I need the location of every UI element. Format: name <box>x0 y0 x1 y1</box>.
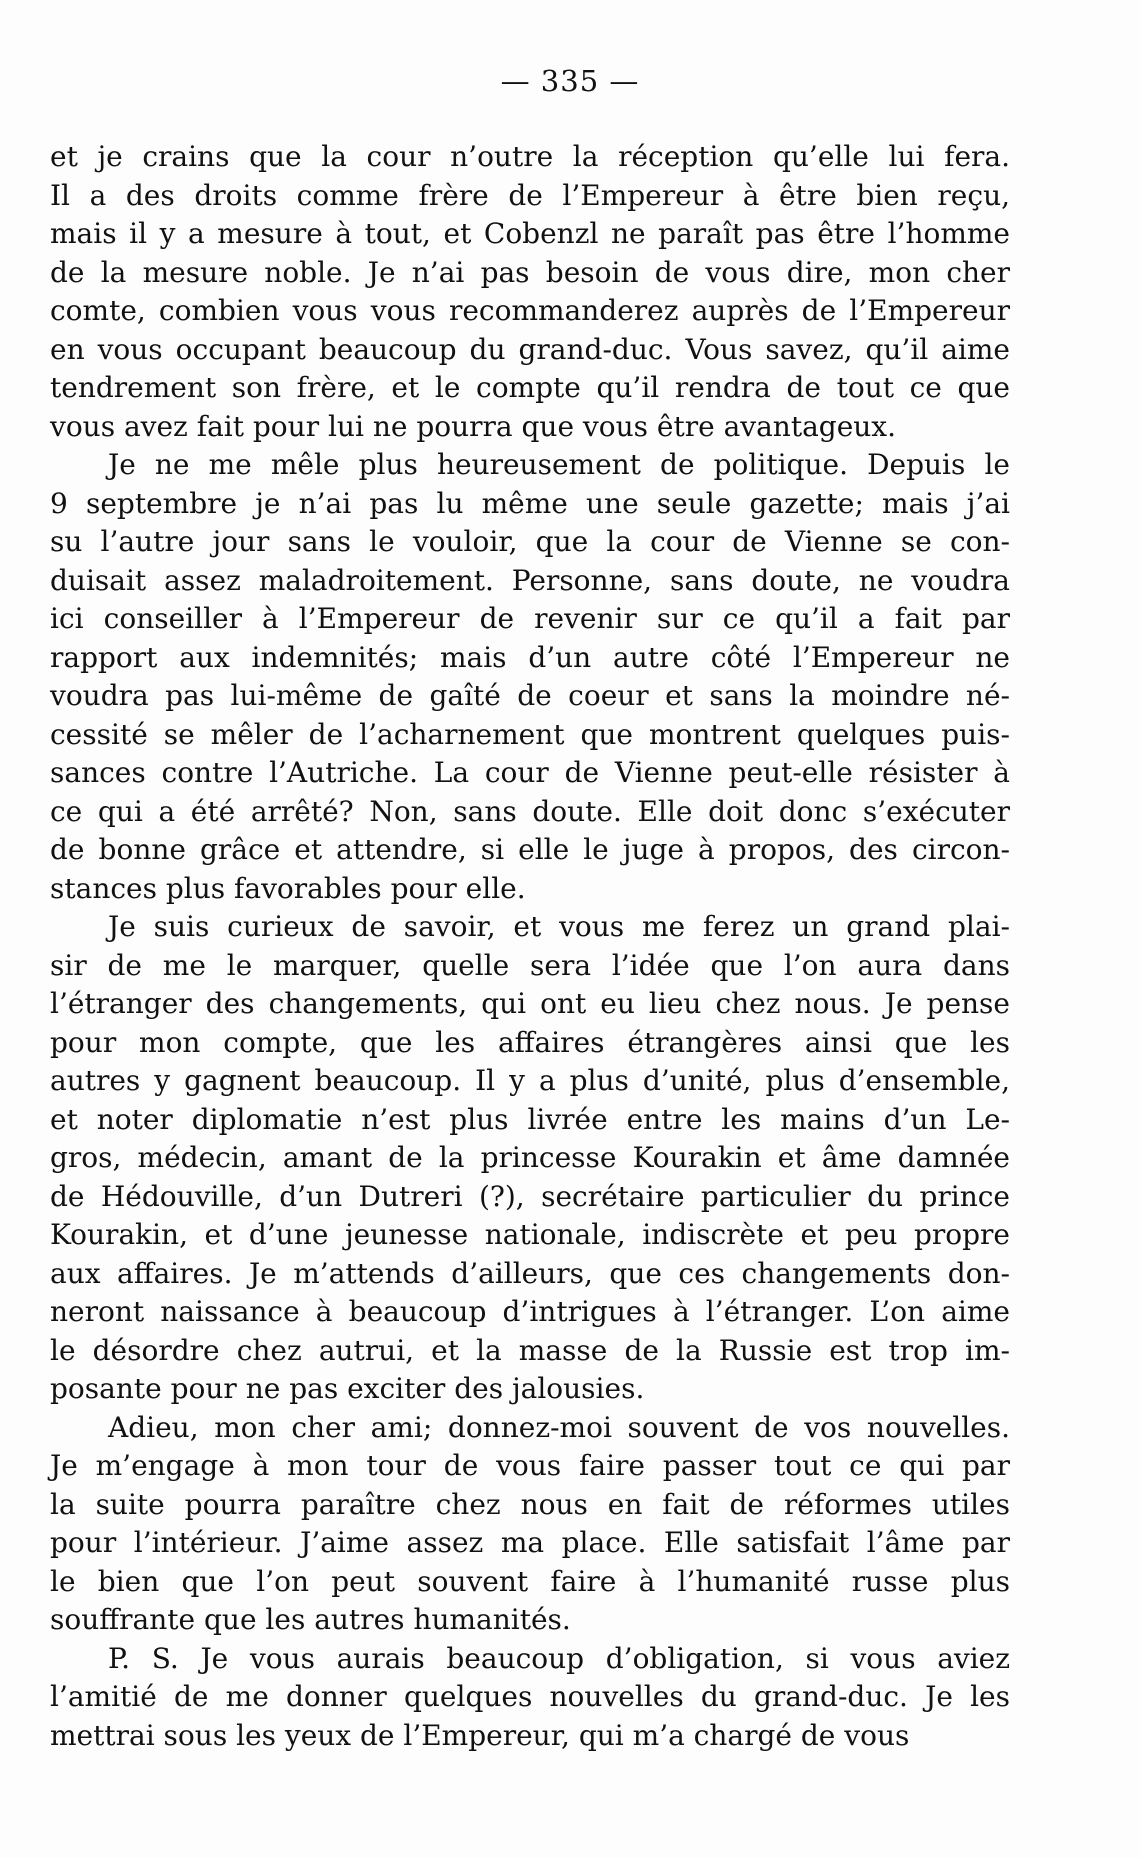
text-line: Je m’engage à mon tour de vous faire passer tout ce qui par <box>50 1449 1010 1482</box>
text-line: l’amitié de me donner quelques nouvelles du grand-duc. Je les <box>50 1680 1010 1713</box>
text-line: duisait assez maladroitement. Personne, sans doute, ne voudra <box>50 563 1010 597</box>
text-line: pour mon compte, que les affaires étrangères ainsi que les <box>50 1025 1010 1059</box>
text-line: comte, combien vous vous recommanderez auprès de l’Empereur <box>50 294 1010 327</box>
body-text <box>50 138 1010 1755</box>
page-number: — 335 — <box>500 64 640 98</box>
text-line: cessité se mêler de l’acharnement que montrent quelques puis- <box>50 717 1010 751</box>
text-line: autres y gagnent beaucoup. Il y a plus d’unité, plus d’ensemble, <box>50 1064 1010 1097</box>
paragraph <box>50 1409 1010 1640</box>
paragraph <box>50 446 1010 908</box>
text-line: vous avez fait pour lui ne pourra que vous être avantageux. <box>50 409 896 443</box>
text-line: de la mesure noble. Je n’ai pas besoin de vous dire, mon cher <box>50 255 1010 289</box>
paragraph <box>50 908 1010 1409</box>
text-line: P. S. Je vous aurais beaucoup d’obligation, si vous aviez <box>108 1641 1010 1675</box>
text-line: ici conseiller à l’Empereur de revenir sur ce qu’il a fait par <box>50 602 1010 635</box>
text-line: pour l’intérieur. J’aime assez ma place. Elle satisfait l’âme par <box>50 1526 1010 1559</box>
text-line: en vous occupant beaucoup du grand-duc. Vous savez, qu’il aime <box>50 332 1010 366</box>
text-line: l’étranger des changements, qui ont eu lieu chez nous. Je pense <box>50 987 1010 1020</box>
text-line: gros, médecin, amant de la princesse Kourakin et âme damnée <box>50 1141 1010 1174</box>
text-line: de Hédouville, d’un Dutreri (?), secrétaire particulier du prince <box>50 1179 1010 1213</box>
text-line: tendrement son frère, et le compte qu’il rendra de tout ce que <box>50 371 1010 404</box>
text-line: Je suis curieux de savoir, et vous me ferez un grand plai- <box>108 910 1010 943</box>
text-line: sir de me le marquer, quelle sera l’idée que l’on aura dans <box>50 948 1010 982</box>
text-line: souffrante que les autres humanités. <box>50 1603 571 1636</box>
text-line: 9 septembre je n’ai pas lu même une seule gazette; mais j’ai <box>50 486 1010 520</box>
text-line: rapport aux indemnités; mais d’un autre côté l’Empereur ne <box>50 640 1010 674</box>
text-line: aux affaires. Je m’attends d’ailleurs, que ces changements don- <box>50 1256 1010 1290</box>
paragraph <box>50 1640 1010 1756</box>
text-line: de bonne grâce et attendre, si elle le juge à propos, des circon- <box>50 833 1010 866</box>
text-line: sances contre l’Autriche. La cour de Vienne peut-elle résister à <box>50 756 1010 789</box>
text-line: Kourakin, et d’une jeunesse nationale, indiscrète et peu propre <box>50 1218 1010 1251</box>
text-line: stances plus favorables pour elle. <box>50 871 526 905</box>
text-line: la suite pourra paraître chez nous en fait de réformes utiles <box>50 1487 1010 1521</box>
text-line: mais il y a mesure à tout, et Cobenzl ne paraît pas être l’homme <box>50 217 1010 250</box>
text-line: ce qui a été arrêté? Non, sans doute. Elle doit donc s’exécuter <box>50 794 1010 828</box>
text-line: et noter diplomatie n’est plus livrée entre les mains d’un Le- <box>50 1102 1010 1136</box>
text-line: et je crains que la cour n’outre la réception qu’elle lui fera. <box>50 140 1010 173</box>
text-line: posante pour ne pas exciter des jalousies. <box>50 1372 645 1405</box>
text-line: voudra pas lui-même de gaîté de coeur et sans la moindre né- <box>50 679 1010 712</box>
text-line: Je ne me mêle plus heureusement de politique. Depuis le <box>108 448 1010 481</box>
text-line: mettrai sous les yeux de l’Empereur, qui m’a chargé de vous <box>50 1718 910 1752</box>
text-line: neront naissance à beaucoup d’intrigues à l’étranger. L’on aime <box>50 1295 1010 1328</box>
text-line: le bien que l’on peut souvent faire à l’humanité russe plus <box>50 1564 1010 1598</box>
text-line: Il a des droits comme frère de l’Empereur à être bien reçu, <box>50 178 1010 212</box>
text-line: su l’autre jour sans le vouloir, que la cour de Vienne se con- <box>50 525 1010 558</box>
text-line: le désordre chez autrui, et la masse de la Russie est trop im- <box>50 1333 1010 1367</box>
paragraph <box>50 138 1010 446</box>
text-line: Adieu, mon cher ami; donnez-moi souvent de vos nouvelles. <box>108 1410 1010 1444</box>
